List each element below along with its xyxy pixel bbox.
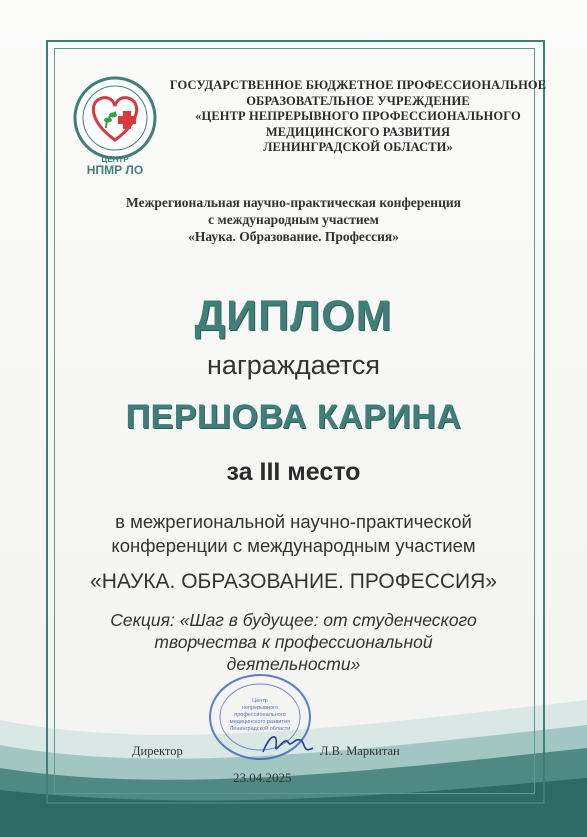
organization-line: ГОСУДАРСТВЕННОЕ БЮДЖЕТНОЕ ПРОФЕССИОНАЛЬНОЕ bbox=[169, 78, 547, 92]
section-line: творчества к профессиональной bbox=[154, 632, 433, 652]
section-line: деятельности» bbox=[226, 654, 361, 674]
director-signature bbox=[258, 724, 318, 764]
issue-date: 23.04.2025 bbox=[233, 770, 292, 785]
description bbox=[56, 510, 531, 558]
stamp-line: Ленинградской области bbox=[229, 726, 291, 732]
section-line: Секция: «Шаг в будущее: от студенческого bbox=[110, 610, 477, 630]
place-text: за III место bbox=[226, 458, 361, 486]
organization-name bbox=[168, 78, 548, 156]
stamp-line: профессионального bbox=[234, 712, 286, 718]
director-label: Директор bbox=[132, 744, 183, 758]
director-name: Л.В. Маркитан bbox=[320, 744, 400, 758]
conference-header-line: Межрегиональная научно-практическая конференция bbox=[126, 195, 461, 210]
recipient-name: ПЕРШОВА КАРИНА bbox=[125, 398, 462, 436]
stamp-line: непрерывного bbox=[241, 705, 279, 711]
stamp-line: Центр bbox=[252, 698, 268, 704]
stamp-line: медицинского развития bbox=[229, 719, 291, 725]
conference-name: «НАУКА. ОБРАЗОВАНИЕ. ПРОФЕССИЯ» bbox=[90, 570, 497, 593]
conference-header-line: с международным участием bbox=[208, 212, 379, 227]
organization-line: ОБРАЗОВАТЕЛЬНОЕ УЧРЕЖДЕНИЕ bbox=[246, 93, 470, 108]
description-line: в межрегиональной научно-практической bbox=[115, 511, 472, 532]
logo-caption-large: НПМР ЛО bbox=[86, 163, 144, 177]
diploma-title: ДИПЛОМ bbox=[194, 292, 393, 340]
awarded-text: награждается bbox=[207, 350, 380, 380]
conference-header bbox=[60, 194, 527, 245]
logo-caption-small: ЦЕНТР bbox=[101, 155, 129, 164]
organization-line: МЕДИЦИНСКОГО РАЗВИТИЯ bbox=[265, 124, 451, 139]
organization-line: ЛЕНИНГРАДСКОЙ ОБЛАСТИ» bbox=[263, 140, 453, 154]
description-line: конференции с международным участием bbox=[111, 535, 476, 556]
section-text bbox=[60, 609, 527, 675]
organization-line: «ЦЕНТР НЕПРЕРЫВНОГО ПРОФЕССИОНАЛЬНОГО bbox=[195, 109, 521, 123]
organization-logo bbox=[70, 70, 160, 180]
conference-header-line: «Наука. Образование. Профессия» bbox=[188, 229, 399, 244]
